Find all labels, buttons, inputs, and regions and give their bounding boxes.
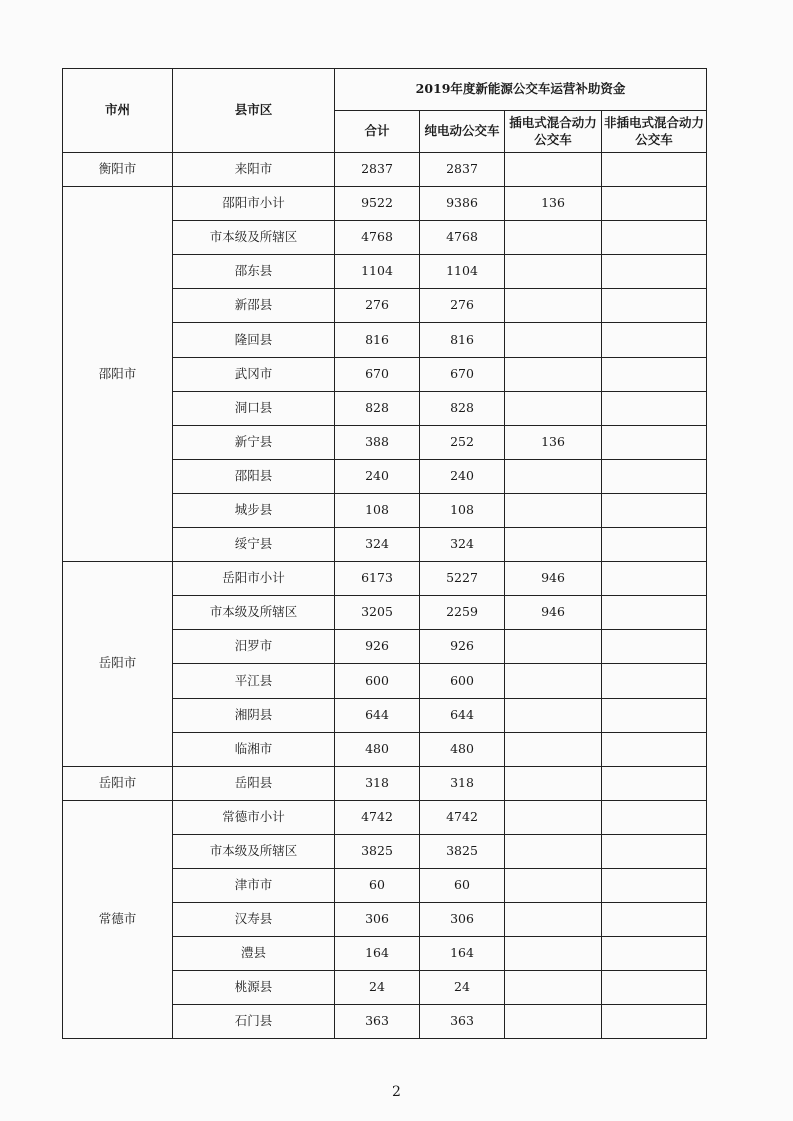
- county-cell: 岳阳市小计: [173, 562, 335, 596]
- bev-cell: 318: [420, 766, 505, 800]
- table-body: [63, 153, 707, 1039]
- county-cell: 邵东县: [173, 255, 335, 289]
- bev-cell: 4742: [420, 800, 505, 834]
- total-cell: 4742: [335, 800, 420, 834]
- plugin-hybrid-cell: 946: [505, 562, 602, 596]
- total-cell: 480: [335, 732, 420, 766]
- bev-cell: 60: [420, 868, 505, 902]
- county-cell: 汉寿县: [173, 903, 335, 937]
- plugin-hybrid-cell: 136: [505, 425, 602, 459]
- bev-cell: 4768: [420, 221, 505, 255]
- total-cell: 318: [335, 766, 420, 800]
- bev-cell: 644: [420, 698, 505, 732]
- county-cell: 邵阳市小计: [173, 187, 335, 221]
- plugin-hybrid-cell: [505, 903, 602, 937]
- nonplugin-hybrid-cell: [602, 153, 707, 187]
- bev-cell: 164: [420, 937, 505, 971]
- city-cell: 常德市: [63, 800, 173, 1039]
- nonplugin-hybrid-cell: [602, 562, 707, 596]
- total-cell: 926: [335, 630, 420, 664]
- plugin-hybrid-cell: [505, 391, 602, 425]
- bev-cell: 252: [420, 425, 505, 459]
- total-cell: 164: [335, 937, 420, 971]
- header-county: 县市区: [173, 69, 335, 153]
- total-cell: 3825: [335, 834, 420, 868]
- county-cell: 常德市小计: [173, 800, 335, 834]
- plugin-hybrid-cell: [505, 1005, 602, 1039]
- county-cell: 津市市: [173, 868, 335, 902]
- county-cell: 桃源县: [173, 971, 335, 1005]
- table-row: [63, 766, 707, 800]
- nonplugin-hybrid-cell: [602, 937, 707, 971]
- bev-cell: 5227: [420, 562, 505, 596]
- nonplugin-hybrid-cell: [602, 493, 707, 527]
- bev-cell: 276: [420, 289, 505, 323]
- county-cell: 新宁县: [173, 425, 335, 459]
- total-cell: 108: [335, 493, 420, 527]
- nonplugin-hybrid-cell: [602, 528, 707, 562]
- nonplugin-hybrid-cell: [602, 834, 707, 868]
- nonplugin-hybrid-cell: [602, 1005, 707, 1039]
- table-row: [63, 800, 707, 834]
- bev-cell: 3825: [420, 834, 505, 868]
- total-cell: 60: [335, 868, 420, 902]
- nonplugin-hybrid-cell: [602, 903, 707, 937]
- county-cell: 武冈市: [173, 357, 335, 391]
- plugin-hybrid-cell: [505, 868, 602, 902]
- nonplugin-hybrid-cell: [602, 391, 707, 425]
- bev-cell: 670: [420, 357, 505, 391]
- plugin-hybrid-cell: [505, 766, 602, 800]
- nonplugin-hybrid-cell: [602, 187, 707, 221]
- bev-cell: 480: [420, 732, 505, 766]
- total-cell: 816: [335, 323, 420, 357]
- nonplugin-hybrid-cell: [602, 221, 707, 255]
- nonplugin-hybrid-cell: [602, 766, 707, 800]
- header-plugin-hybrid: 插电式混合动力公交车: [505, 111, 602, 153]
- total-cell: 600: [335, 664, 420, 698]
- county-cell: 岳阳县: [173, 766, 335, 800]
- table-row: [63, 187, 707, 221]
- plugin-hybrid-cell: [505, 221, 602, 255]
- bev-cell: 828: [420, 391, 505, 425]
- total-cell: 240: [335, 459, 420, 493]
- total-cell: 276: [335, 289, 420, 323]
- plugin-hybrid-cell: [505, 630, 602, 664]
- total-cell: 828: [335, 391, 420, 425]
- plugin-hybrid-cell: [505, 255, 602, 289]
- total-cell: 388: [335, 425, 420, 459]
- header-total: 合计: [335, 111, 420, 153]
- nonplugin-hybrid-cell: [602, 971, 707, 1005]
- county-cell: 来阳市: [173, 153, 335, 187]
- nonplugin-hybrid-cell: [602, 630, 707, 664]
- total-cell: 670: [335, 357, 420, 391]
- plugin-hybrid-cell: [505, 732, 602, 766]
- plugin-hybrid-cell: [505, 493, 602, 527]
- bev-cell: 324: [420, 528, 505, 562]
- plugin-hybrid-cell: [505, 323, 602, 357]
- bev-cell: 600: [420, 664, 505, 698]
- plugin-hybrid-cell: [505, 153, 602, 187]
- county-cell: 市本级及所辖区: [173, 221, 335, 255]
- plugin-hybrid-cell: [505, 664, 602, 698]
- county-cell: 邵阳县: [173, 459, 335, 493]
- county-cell: 隆回县: [173, 323, 335, 357]
- bev-cell: 306: [420, 903, 505, 937]
- county-cell: 绥宁县: [173, 528, 335, 562]
- page-number: 2: [392, 1084, 401, 1100]
- total-cell: 306: [335, 903, 420, 937]
- city-cell: 岳阳市: [63, 562, 173, 767]
- city-cell: 岳阳市: [63, 766, 173, 800]
- plugin-hybrid-cell: [505, 698, 602, 732]
- total-cell: 1104: [335, 255, 420, 289]
- plugin-hybrid-cell: [505, 357, 602, 391]
- county-cell: 洞口县: [173, 391, 335, 425]
- city-cell: 邵阳市: [63, 187, 173, 562]
- total-cell: 644: [335, 698, 420, 732]
- county-cell: 湘阴县: [173, 698, 335, 732]
- plugin-hybrid-cell: 946: [505, 596, 602, 630]
- plugin-hybrid-cell: [505, 834, 602, 868]
- total-cell: 2837: [335, 153, 420, 187]
- bev-cell: 24: [420, 971, 505, 1005]
- nonplugin-hybrid-cell: [602, 800, 707, 834]
- county-cell: 石门县: [173, 1005, 335, 1039]
- nonplugin-hybrid-cell: [602, 596, 707, 630]
- nonplugin-hybrid-cell: [602, 664, 707, 698]
- total-cell: 324: [335, 528, 420, 562]
- nonplugin-hybrid-cell: [602, 459, 707, 493]
- total-cell: 9522: [335, 187, 420, 221]
- county-cell: 市本级及所辖区: [173, 596, 335, 630]
- bev-cell: 9386: [420, 187, 505, 221]
- header-city: 市州: [63, 69, 173, 153]
- bev-cell: 926: [420, 630, 505, 664]
- total-cell: 6173: [335, 562, 420, 596]
- nonplugin-hybrid-cell: [602, 255, 707, 289]
- city-cell: 衡阳市: [63, 153, 173, 187]
- bev-cell: 240: [420, 459, 505, 493]
- nonplugin-hybrid-cell: [602, 732, 707, 766]
- bev-cell: 2837: [420, 153, 505, 187]
- bev-cell: 1104: [420, 255, 505, 289]
- total-cell: 363: [335, 1005, 420, 1039]
- nonplugin-hybrid-cell: [602, 357, 707, 391]
- nonplugin-hybrid-cell: [602, 289, 707, 323]
- subsidy-table: [62, 68, 707, 1039]
- county-cell: 临湘市: [173, 732, 335, 766]
- plugin-hybrid-cell: [505, 800, 602, 834]
- county-cell: 汨罗市: [173, 630, 335, 664]
- bev-cell: 2259: [420, 596, 505, 630]
- header-bev: 纯电动公交车: [420, 111, 505, 153]
- plugin-hybrid-cell: 136: [505, 187, 602, 221]
- county-cell: 澧县: [173, 937, 335, 971]
- bev-cell: 108: [420, 493, 505, 527]
- county-cell: 市本级及所辖区: [173, 834, 335, 868]
- total-cell: 4768: [335, 221, 420, 255]
- plugin-hybrid-cell: [505, 459, 602, 493]
- county-cell: 平江县: [173, 664, 335, 698]
- plugin-hybrid-cell: [505, 528, 602, 562]
- county-cell: 城步县: [173, 493, 335, 527]
- county-cell: 新邵县: [173, 289, 335, 323]
- plugin-hybrid-cell: [505, 289, 602, 323]
- bev-cell: 363: [420, 1005, 505, 1039]
- header-subsidy-group: 2019年度新能源公交车运营补助资金: [335, 69, 707, 111]
- plugin-hybrid-cell: [505, 971, 602, 1005]
- nonplugin-hybrid-cell: [602, 698, 707, 732]
- bev-cell: 816: [420, 323, 505, 357]
- header-nonplugin-hybrid: 非插电式混合动力公交车: [602, 111, 707, 153]
- nonplugin-hybrid-cell: [602, 425, 707, 459]
- table-row: [63, 562, 707, 596]
- nonplugin-hybrid-cell: [602, 868, 707, 902]
- total-cell: 24: [335, 971, 420, 1005]
- plugin-hybrid-cell: [505, 937, 602, 971]
- total-cell: 3205: [335, 596, 420, 630]
- nonplugin-hybrid-cell: [602, 323, 707, 357]
- table-row: [63, 153, 707, 187]
